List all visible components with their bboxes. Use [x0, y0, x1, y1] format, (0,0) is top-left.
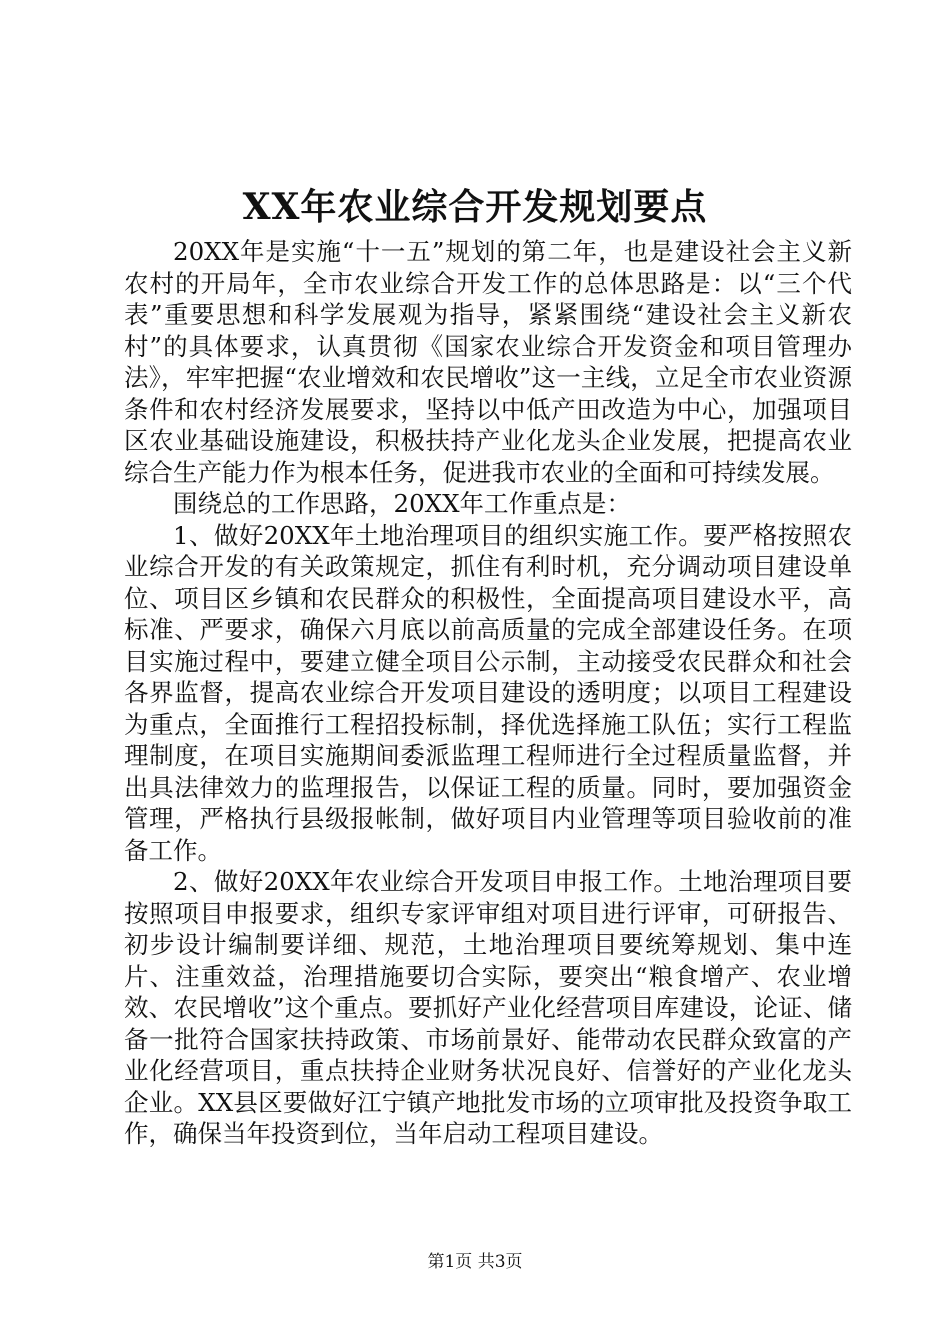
document-body — [124, 236, 852, 1150]
page-number-footer: 第1页 共3页 — [427, 1252, 523, 1272]
document-title: XX年农业综合开发规划要点 — [242, 186, 708, 228]
paragraph-key-points-lead: 围绕总的工作思路，20XX年工作重点是： — [173, 489, 632, 518]
paragraph-intro: 20XX年是实施“十一五”规划的第二年，也是建设社会主义新农村的开局年，全市农业综合开发工作的总体思路是：以“三个代表”重要思想和科学发展观为指导，紧紧围绕“建设社会主义新农村”的具体要求，认真贯彻《国家农业综合开发资金和项目管理办法》，牢牢把握“农业增效和农民增收”这一主线，立足全市农业资源条件和农村经济发展要求，坚持以中低产田改造为中心，加强项目区农业基础设施建设，积极扶持产业化龙头企业发展，把提高农业综合生产能力作为根本任务，促进我市农业的全面和可持续发展。 — [124, 237, 852, 487]
paragraph-item-1: 1、做好20XX年土地治理项目的组织实施工作。要严格按照农业综合开发的有关政策规定，抓住有利时机，充分调动项目建设单位、项目区乡镇和农民群众的积极性，全面提高项目建设水平，高标准、严要求，确保六月底以前高质量的完成全部建设任务。在项目实施过程中，要建立健全项目公示制，主动接受农民群众和社会各界监督，提高农业综合开发项目建设的透明度；以项目工程建设为重点，全面推行工程招投标制，择优选择施工队伍；实行工程监理制度，在项目实施期间委派监理工程师进行全过程质量监督，并出具法律效力的监理报告，以保证工程的质量。同时，要加强资金管理，严格执行县级报帐制，做好项目内业管理等项目验收前的准备工作。 — [124, 520, 852, 865]
paragraph-item-2: 2、做好20XX年农业综合开发项目申报工作。土地治理项目要按照项目申报要求，组织专家评审组对项目进行评审，可研报告、初步设计编制要详细、规范，土地治理项目要统筹规划、集中连片、注重效益，治理措施要切合实际，要突出“粮食增产、农业增效、农民增收”这个重点。要抓好产业化经营项目库建设，论证、储备一批符合国家扶持政策、市场前景好、能带动农民群众致富的产业化经营项目，重点扶持企业财务状况良好、信誉好的产业化龙头企业。XX县区要做好江宁镇产地批发市场的立项审批及投资争取工作，确保当年投资到位，当年启动工程项目建设。 — [124, 867, 852, 1148]
